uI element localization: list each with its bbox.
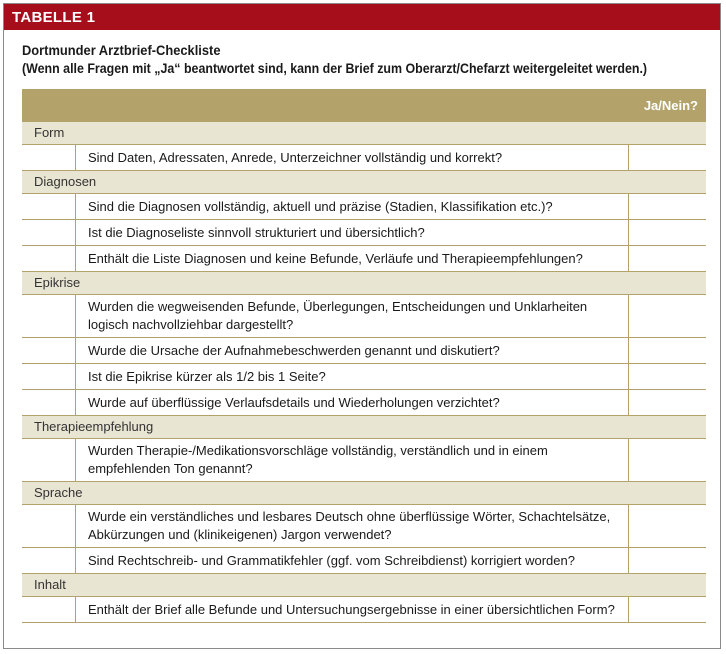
category-label: Inhalt bbox=[34, 577, 66, 592]
question-row bbox=[22, 337, 706, 363]
question-text: Ist die Epikrise kürzer als 1/2 bis 1 Seite? bbox=[76, 364, 629, 389]
question-row bbox=[22, 193, 706, 219]
category-row bbox=[22, 170, 706, 193]
question-text: Ist die Diagnoseliste sinnvoll strukturiert und übersichtlich? bbox=[76, 220, 629, 245]
answer-cell[interactable] bbox=[629, 390, 706, 415]
table-header bbox=[22, 89, 706, 121]
answer-cell[interactable] bbox=[629, 505, 706, 547]
category-row bbox=[22, 271, 706, 294]
question-text: Enthält die Liste Diagnosen und keine Befunde, Verläufe und Therapieempfehlungen? bbox=[76, 246, 629, 271]
question-row bbox=[22, 219, 706, 245]
category-label: Sprache bbox=[34, 485, 83, 500]
question-row bbox=[22, 144, 706, 170]
question-text: Wurde auf überflüssige Verlaufsdetails und Wiederholungen verzichtet? bbox=[76, 390, 629, 415]
category-row bbox=[22, 573, 706, 596]
question-text: Enthält der Brief alle Befunde und Untersuchungsergebnisse in einer übersichtlichen Form? bbox=[76, 597, 629, 622]
page-title: Dortmunder Arztbrief-Checkliste bbox=[22, 42, 221, 58]
page-subtitle: (Wenn alle Fragen mit „Ja“ beantwortet sind, kann der Brief zum Oberarzt/Chefarzt weitergeleitet werden.) bbox=[22, 61, 648, 76]
indent-cell bbox=[22, 390, 76, 415]
answer-column-header: Ja/Nein? bbox=[643, 98, 698, 113]
category-label: Epikrise bbox=[34, 275, 81, 290]
question-row bbox=[22, 438, 706, 481]
question-text: Sind Rechtschreib- und Grammatikfehler (ggf. vom Schreibdienst) korrigiert worden? bbox=[76, 548, 629, 573]
indent-cell bbox=[22, 548, 76, 573]
checklist-table bbox=[22, 89, 706, 623]
indent-cell bbox=[22, 338, 76, 363]
answer-cell[interactable] bbox=[629, 338, 706, 363]
indent-cell bbox=[22, 194, 76, 219]
question-row bbox=[22, 596, 706, 622]
indent-cell bbox=[22, 295, 76, 337]
question-row bbox=[22, 547, 706, 573]
table-bottom-rule bbox=[22, 622, 706, 623]
indent-cell bbox=[22, 505, 76, 547]
question-row bbox=[22, 294, 706, 337]
answer-cell[interactable] bbox=[629, 548, 706, 573]
indent-cell bbox=[22, 364, 76, 389]
table-body bbox=[22, 121, 706, 622]
category-row bbox=[22, 481, 706, 504]
indent-cell bbox=[22, 145, 76, 170]
answer-cell[interactable] bbox=[629, 295, 706, 337]
answer-cell[interactable] bbox=[629, 597, 706, 622]
indent-cell bbox=[22, 220, 76, 245]
answer-cell[interactable] bbox=[629, 194, 706, 219]
answer-cell[interactable] bbox=[629, 145, 706, 170]
question-row bbox=[22, 389, 706, 415]
question-row bbox=[22, 245, 706, 271]
category-row bbox=[22, 415, 706, 438]
category-label: Therapieempfehlung bbox=[34, 419, 154, 434]
indent-cell bbox=[22, 439, 76, 481]
question-text: Sind die Diagnosen vollständig, aktuell und präzise (Stadien, Klassifikation etc.)? bbox=[76, 194, 629, 219]
answer-cell[interactable] bbox=[629, 220, 706, 245]
question-text: Wurde die Ursache der Aufnahmebeschwerden genannt und diskutiert? bbox=[76, 338, 629, 363]
checklist-frame bbox=[3, 3, 721, 649]
indent-cell bbox=[22, 246, 76, 271]
banner-label: TABELLE 1 bbox=[12, 9, 96, 26]
indent-cell bbox=[22, 597, 76, 622]
category-label: Diagnosen bbox=[34, 174, 97, 189]
category-row bbox=[22, 121, 706, 144]
answer-cell[interactable] bbox=[629, 364, 706, 389]
category-label: Form bbox=[34, 125, 65, 140]
question-row bbox=[22, 363, 706, 389]
table-banner bbox=[4, 4, 720, 30]
question-row bbox=[22, 504, 706, 547]
answer-cell[interactable] bbox=[629, 439, 706, 481]
question-text: Wurden Therapie-/Medikationsvorschläge vollständig, verständlich und in einem empfehlenden Ton genannt? bbox=[76, 439, 629, 481]
question-text: Wurden die wegweisenden Befunde, Überlegungen, Entscheidungen und Unklarheiten logisch nachvollziehbar dargestellt? bbox=[76, 295, 629, 337]
answer-cell[interactable] bbox=[629, 246, 706, 271]
question-text: Sind Daten, Adressaten, Anrede, Unterzeichner vollständig und korrekt? bbox=[76, 145, 629, 170]
question-text: Wurde ein verständliches und lesbares Deutsch ohne überflüssige Wörter, Schachtelsätze, Abkürzungen und (klinikeigenen) Jargon verwendet? bbox=[76, 505, 629, 547]
